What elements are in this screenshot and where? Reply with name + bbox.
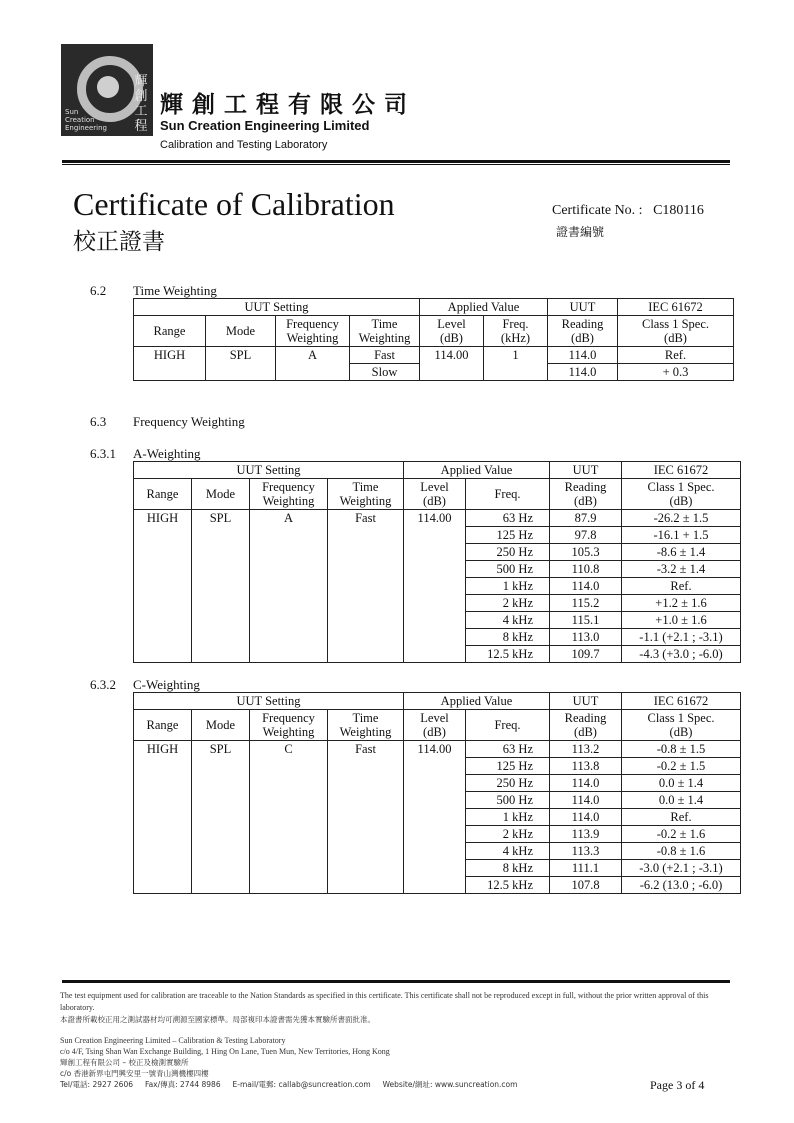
header-level: Level (dB) <box>404 479 466 510</box>
header-freq: Freq. (kHz) <box>484 316 548 347</box>
cell-reading: 113.2 <box>550 741 622 758</box>
cell-spec: 0.0 ± 1.4 <box>622 775 741 792</box>
company-name-en: Sun Creation Engineering Limited <box>160 118 370 133</box>
logo-sun-icon <box>97 76 119 98</box>
c-weighting-table <box>133 692 741 894</box>
header-iec: IEC 61672 <box>622 693 741 710</box>
cell-freq: 4 kHz <box>466 612 550 629</box>
cell-tw: Fast <box>328 741 404 894</box>
header-reading: Reading (dB) <box>548 316 618 347</box>
section-number: 6.2 <box>90 283 107 298</box>
header-uut: UUT <box>550 693 622 710</box>
cell-freq: 125 Hz <box>466 527 550 544</box>
header-divider-thin <box>62 164 730 165</box>
header-class-spec: Class 1 Spec. (dB) <box>622 479 741 510</box>
cell-spec: -1.1 (+2.1 ; -3.1) <box>622 629 741 646</box>
cell-reading: 111.1 <box>550 860 622 877</box>
a-weighting-table <box>133 461 741 663</box>
section-number: 6.3 <box>90 414 107 429</box>
cell-spec: +1.0 ± 1.6 <box>622 612 741 629</box>
header-reading: Reading (dB) <box>550 479 622 510</box>
header-mode: Mode <box>206 316 276 347</box>
cell-reading: 97.8 <box>550 527 622 544</box>
section-title: A-Weighting <box>133 446 201 461</box>
cell-reading: 115.1 <box>550 612 622 629</box>
cell-spec: -0.8 ± 1.5 <box>622 741 741 758</box>
cell-reading: 113.0 <box>550 629 622 646</box>
footer-address: Sun Creation Engineering Limited – Calibration & Testing Laboratory c/o 4/F, Tsing Shan Wan Exchange Building, 1 Hing On Lane, Tuen Mun, New Territories, Hong Kong 輝創工程有限公司 – 校正及檢測實驗所 c/o 香港新界屯門興安里一號青山灣機樓四樓 Tel/電話: 2927 2606 Fax/傳真: 2744 8986 E-mail/電郵: callab@suncreation.com Website/網址: www.suncreation.com <box>60 1036 518 1089</box>
section-title: Time Weighting <box>133 283 217 298</box>
cell-range: HIGH <box>134 510 192 663</box>
header-class-spec: Class 1 Spec. (dB) <box>618 316 734 347</box>
cell-freq: 12.5 kHz <box>466 877 550 894</box>
header-freq-weighting: Frequency Weighting <box>250 710 328 741</box>
header-freq: Freq. <box>466 710 550 741</box>
table-row: Slow 114.0 + 0.3 <box>134 364 734 381</box>
section-title: C-Weighting <box>133 677 200 692</box>
cell-tw: Fast <box>328 510 404 663</box>
cell-spec: -6.2 (13.0 ; -6.0) <box>622 877 741 894</box>
table-row <box>134 741 741 758</box>
logo-en-text: Sun Creation Engineering <box>65 108 107 132</box>
cell-mode: SPL <box>192 510 250 663</box>
footer-website: Website/網址: www.suncreation.com <box>382 1080 518 1089</box>
header-applied-value: Applied Value <box>420 299 548 316</box>
header-uut-setting: UUT Setting <box>134 299 420 316</box>
cell-spec: -26.2 ± 1.5 <box>622 510 741 527</box>
cell-reading: 114.0 <box>550 775 622 792</box>
footer-tel: Tel/電話: 2927 2606 <box>60 1080 134 1089</box>
header-level: Level (dB) <box>420 316 484 347</box>
cell-freq: 2 kHz <box>466 826 550 843</box>
cell-mode: SPL <box>192 741 250 894</box>
cell-reading: 105.3 <box>550 544 622 561</box>
cell-reading: 107.8 <box>550 877 622 894</box>
cell-spec: -3.0 (+2.1 ; -3.1) <box>622 860 741 877</box>
cell-spec: +1.2 ± 1.6 <box>622 595 741 612</box>
cell-spec: -0.2 ± 1.6 <box>622 826 741 843</box>
cell-range: HIGH <box>134 741 192 894</box>
header-range: Range <box>134 710 192 741</box>
header-uut: UUT <box>550 462 622 479</box>
cell-freq: 12.5 kHz <box>466 646 550 663</box>
cell-reading: 115.2 <box>550 595 622 612</box>
cell-spec: -3.2 ± 1.4 <box>622 561 741 578</box>
certificate-number-cn: 證書編號 <box>556 225 605 239</box>
cell-spec: Ref. <box>622 578 741 595</box>
header-reading: Reading (dB) <box>550 710 622 741</box>
footer-divider <box>62 980 730 983</box>
cell-reading: 87.9 <box>550 510 622 527</box>
header-divider <box>62 160 730 163</box>
company-name-cn: 輝創工程有限公司 <box>160 92 416 118</box>
cell-freq: 1 kHz <box>466 809 550 826</box>
logo-cjk-text: 輝創工程 <box>134 74 148 134</box>
header-time-weighting: Time Weighting <box>350 316 420 347</box>
cell-spec: -8.6 ± 1.4 <box>622 544 741 561</box>
cell-spec: -16.1 + 1.5 <box>622 527 741 544</box>
footer-email: E-mail/電郵: callab@suncreation.com <box>232 1080 371 1089</box>
header-freq: Freq. <box>466 479 550 510</box>
cell-spec: 0.0 ± 1.4 <box>622 792 741 809</box>
certificate-title-cn: 校正證書 <box>73 229 165 255</box>
header-level: Level (dB) <box>404 710 466 741</box>
cell-freq: 1 kHz <box>466 578 550 595</box>
header-range: Range <box>134 316 206 347</box>
table-row: HIGH SPL A Fast 114.00 1 114.0 Ref. <box>134 347 734 364</box>
cell-freq: 8 kHz <box>466 860 550 877</box>
section-title: Frequency Weighting <box>133 414 245 429</box>
cell-level: 114.00 <box>404 741 466 894</box>
page-number: Page 3 of 4 <box>650 1078 705 1092</box>
cell-freq: 250 Hz <box>466 775 550 792</box>
cell-level: 114.00 <box>404 510 466 663</box>
footer-note: The test equipment used for calibration are traceable to the Nation Standards as specified in this certificate. This certificate shall not be reproduced except in full, without the prior written approval of this laboratory. 本證書所載校正用之測試器材均可溯源至國家標準。局部複印本證書需先獲本實驗所書面批准。 <box>60 991 709 1024</box>
header-iec: IEC 61672 <box>622 462 741 479</box>
certificate-number: Certificate No. : C180116 <box>552 203 704 218</box>
cell-spec: Ref. <box>622 809 741 826</box>
cell-freq: 500 Hz <box>466 792 550 809</box>
cell-reading: 113.9 <box>550 826 622 843</box>
cell-fw: A <box>250 510 328 663</box>
cell-freq: 125 Hz <box>466 758 550 775</box>
header-iec: IEC 61672 <box>618 299 734 316</box>
header-uut-setting: UUT Setting <box>134 462 404 479</box>
header-applied-value: Applied Value <box>404 693 550 710</box>
header-freq-weighting: Frequency Weighting <box>250 479 328 510</box>
section-number: 6.3.2 <box>90 677 116 692</box>
header-freq-weighting: Frequency Weighting <box>276 316 350 347</box>
header-time-weighting: Time Weighting <box>328 479 404 510</box>
section-number: 6.3.1 <box>90 446 116 461</box>
cell-reading: 114.0 <box>550 578 622 595</box>
footer-fax: Fax/傳真: 2744 8986 <box>144 1080 221 1089</box>
header-uut-setting: UUT Setting <box>134 693 404 710</box>
cell-freq: 63 Hz <box>466 741 550 758</box>
header-mode: Mode <box>192 479 250 510</box>
header-mode: Mode <box>192 710 250 741</box>
lab-name: Calibration and Testing Laboratory <box>160 139 328 151</box>
cell-freq: 4 kHz <box>466 843 550 860</box>
cell-reading: 110.8 <box>550 561 622 578</box>
cell-reading: 113.3 <box>550 843 622 860</box>
cell-freq: 250 Hz <box>466 544 550 561</box>
header-range: Range <box>134 479 192 510</box>
cell-spec: -4.3 (+3.0 ; -6.0) <box>622 646 741 663</box>
cell-fw: C <box>250 741 328 894</box>
cell-spec: -0.8 ± 1.6 <box>622 843 741 860</box>
header-applied-value: Applied Value <box>404 462 550 479</box>
time-weighting-table <box>133 298 734 381</box>
cell-reading: 114.0 <box>550 792 622 809</box>
cell-reading: 109.7 <box>550 646 622 663</box>
table-row <box>134 510 741 527</box>
cell-freq: 500 Hz <box>466 561 550 578</box>
company-logo <box>61 44 153 136</box>
cell-freq: 63 Hz <box>466 510 550 527</box>
header-time-weighting: Time Weighting <box>328 710 404 741</box>
cell-spec: -0.2 ± 1.5 <box>622 758 741 775</box>
certificate-title: Certificate of Calibration <box>73 186 395 222</box>
cell-freq: 8 kHz <box>466 629 550 646</box>
cell-freq: 2 kHz <box>466 595 550 612</box>
cell-reading: 113.8 <box>550 758 622 775</box>
header-uut: UUT <box>548 299 618 316</box>
cell-reading: 114.0 <box>550 809 622 826</box>
header-class-spec: Class 1 Spec. (dB) <box>622 710 741 741</box>
